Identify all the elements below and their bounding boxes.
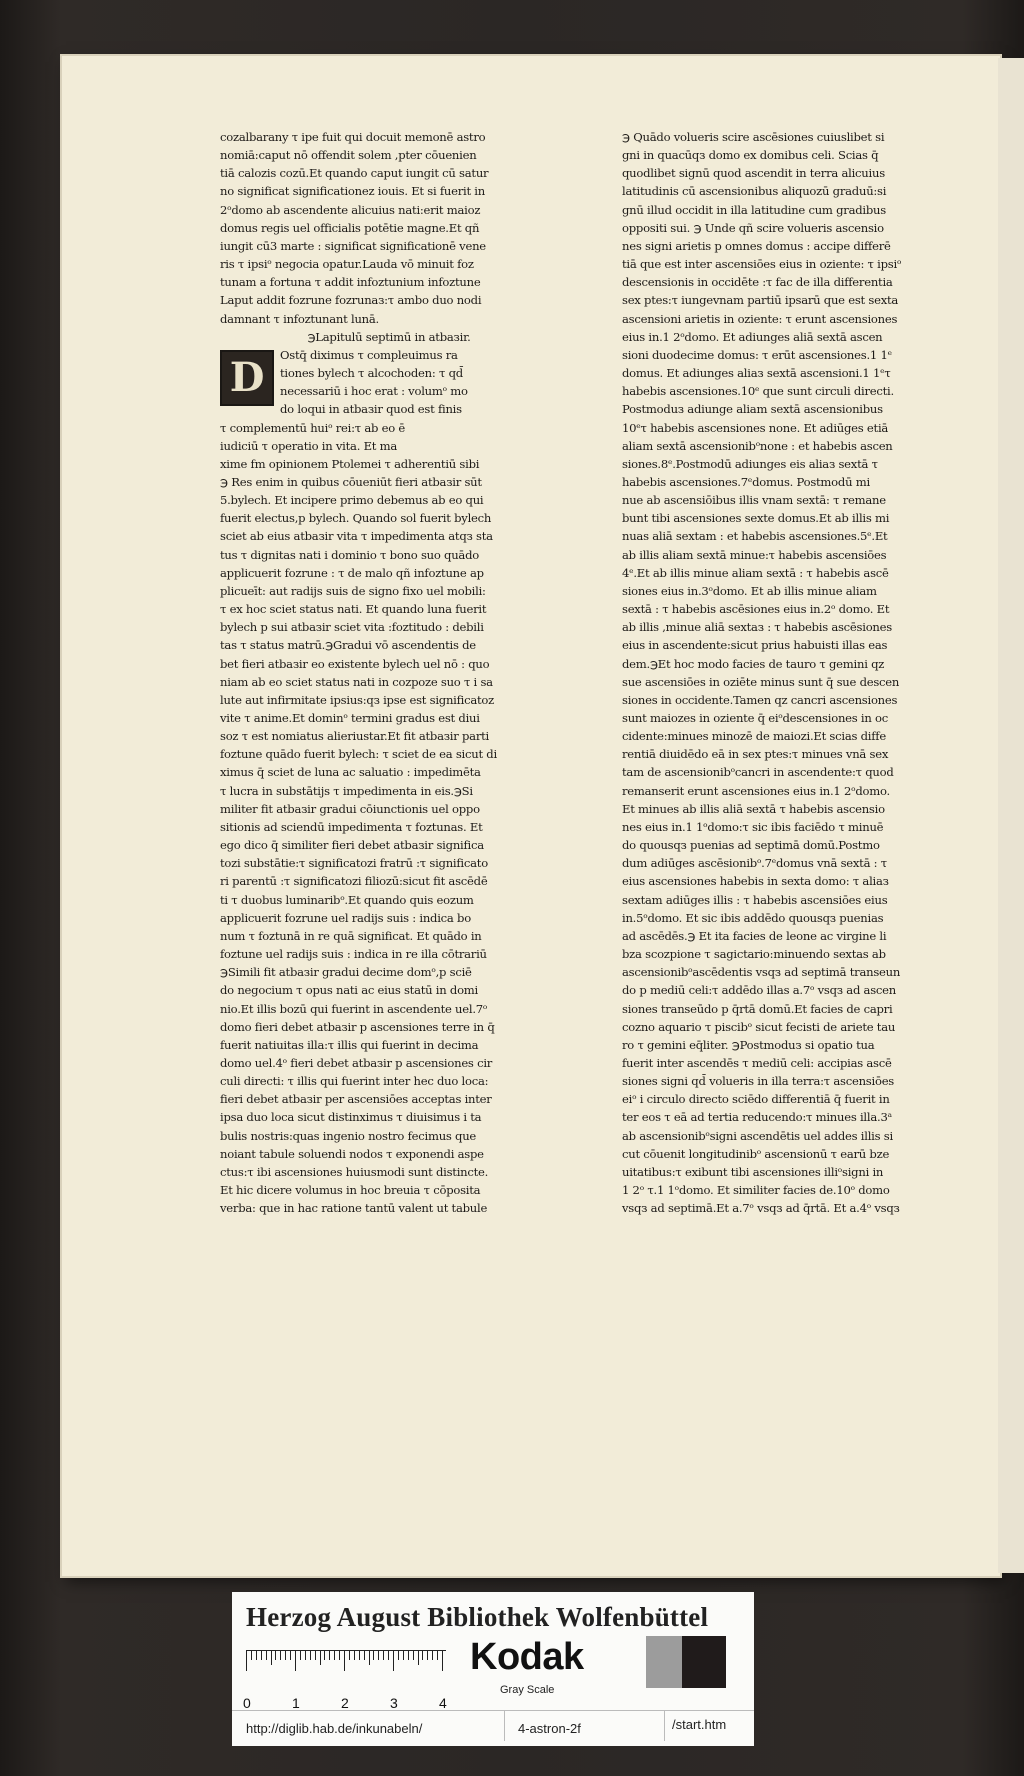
card-footer [232,1710,754,1741]
source-url[interactable]: http://diglib.hab.de/inkunabeln/ [246,1721,423,1736]
text-line: sioni duodecime domus: τ erūt ascensiones.1 1ᵉ [622,347,892,362]
ruler-tick [359,1651,360,1660]
ruler-tick [334,1651,335,1660]
left-text-column [220,128,558,1217]
text-line: 1 2ᵒ τ.1 1ᵒdomo. Et similiter facies de.10ᵒ domo [622,1183,890,1198]
ruler-tick [271,1651,272,1665]
library-label-card [232,1592,754,1746]
text-line: siones transeūdo p q̄rtā domū.Et facies de capri [622,1001,893,1016]
text-line: oppositi sui. ℈ Unde qñ scire volueris ascensio [622,220,884,235]
text-line: culi directi: τ illis qui fuerint inter hec duo loca: [220,1074,489,1089]
text-line: nes signi arietis p omnes domus : accipe differē [622,238,891,253]
ruler-tick [315,1651,316,1660]
text-line: sunt maiozes in oziente q̄ eiᵒdescensiones in oc [622,711,888,725]
text-line: do p mediū celi:τ addēdo illas a.7ᵒ vsqз ad ascen [622,983,896,998]
ruler-number: 4 [439,1695,447,1711]
text-line: dum adiūges ascēsionibᵒ.7ᵉdomus vnā sextā : τ [622,856,887,871]
text-line: domus regis uel officialis potētie magne.Et qñ [220,220,480,235]
ruler-tick [339,1651,340,1660]
text-line: uitatibus:τ exibunt tibi ascensiones illiᵒsigni in [622,1164,884,1179]
text-line: ro τ gemini eq̄liter. ℈Postmoduз si opatio tua [622,1037,875,1052]
ruler-tick [403,1651,404,1660]
text-line: ab illis ,minue aliā sextaз : τ habebis ascēsiones [622,620,892,635]
text-line: nomiā:caput nō offendit solem ,pter cōuenien [220,148,477,163]
text-line: bulis nostris:quas ingenio nostro fecimus que [220,1128,477,1143]
ruler-number: 1 [292,1695,300,1711]
text-line: xime fm opinionem Ptolemei τ adherentiū sibi [220,456,480,471]
measurement-ruler [243,1650,447,1711]
text-line: sciet ab eius atbaзir vita τ impedimenta atqз sta [220,529,493,544]
text-line: ipsa duo loca sicut distinximus τ diuisimus i ta [220,1110,482,1125]
library-name: Herzog August Bibliothek Wolfenbüttel [246,1602,709,1632]
text-line: tus τ dignitas nati i dominio τ bono suo quādo [220,547,479,562]
ruler-tick [413,1651,414,1660]
text-line: cidente:minues minozē de maiozi.Et scias diffe [622,729,886,744]
text-line: remanserit erunt ascensiones eius in.1 2ᵒdomo. [622,783,890,798]
text-line: vsqз ad septimā.Et a.7ᵒ vsqз ad q̄rtā. Et a.4ᵒ vsqз [622,1201,900,1216]
ruler-tick [418,1651,419,1665]
text-line: Et hic dicere volumus in hoc breuia τ cōposita [220,1183,481,1198]
ruler-tick [344,1651,345,1671]
text-line: eius in ascendente:sicut prius habuisti illas eas [622,638,888,653]
ruler-tick [408,1651,409,1660]
text-line: ab ascensionibᵒsigni ascendētis uel addes illis si [622,1128,893,1143]
text-line: tozi substātie:τ significatozi fratrū :τ significato [220,856,488,871]
text-line: tunam a fortuna τ addit infoztunium infoztune [220,275,481,290]
ruler-tick [310,1651,311,1660]
text-line: applicuerit fozrune uel radijs suis : indica bo [220,910,471,925]
gray-swatch [646,1636,682,1688]
ruler-tick [383,1651,384,1660]
left-paragraph-block [220,128,558,328]
text-line: ter eos τ eā ad tertia reducendo:τ minues illa.3ᵃ [622,1110,892,1125]
text-line: cozno aquario τ piscibᵒ sicut fecisti de ariete tau [622,1019,896,1034]
text-line: latitudinis cū ascensionibus aliquozū graduū:si [622,184,887,199]
text-line: Et minues ab illis aliā sextā τ habebis ascensio [622,801,885,816]
text-line: ad ascēdēs.℈ Et ita facies de leone ac virgine li [622,928,887,943]
text-line: 4ᵉ.Et ab illis minue aliam sextā : τ habebis ascē [622,565,889,580]
text-line: domo fieri debet atbaзir p ascensiones terre in q̄ [220,1019,495,1034]
text-line: ris τ ipsiᵒ negocia opatur.Lauda vō minuit foz [220,257,474,272]
kodak-logo: Kodak [470,1636,584,1678]
text-line: no significat significationez iouis. Et si fuerit in [220,184,485,199]
gray-scale-label: Gray Scale [500,1684,555,1696]
text-line: bylech p sui atbaзir sciet vita :foztitudo : debili [220,620,484,635]
text-line: ab illis aliam sextā minue:τ habebis ascensiōes [622,547,887,562]
text-line: nue ab ascensiōibus illis vnam sextā: τ remane [622,493,886,508]
ruler-tick [266,1651,267,1660]
text-line: descensionis in occidēte :τ fac de illa differentia [622,275,893,290]
text-line: gnū illud occidit in illa latitudine cum gradibus [622,202,886,217]
ruler-tick [300,1651,301,1660]
text-line: ri parentū :τ significatozi filiozū:sicut fit ascēdē [220,874,488,889]
text-line: ti τ duobus luminaribᵒ.Et quando quis eozum [220,892,474,907]
text-line: num τ foztunā in re quā significat. Et quādo in [220,928,482,943]
text-line: foztune uel radijs suis : indica in re illa cōtrariū [220,947,487,962]
text-line: cozalbarany τ ipe fuit qui docuit memonē astro [220,130,486,144]
text-line: noiant tabule soluendi nodos τ exponendi aspe [220,1146,484,1161]
text-line: bet fieri atbaзir eo existente bylech uel nō : quo [220,656,490,671]
text-line: ascensionibᵒascēdentis vsqз ad septimā transeun [622,965,901,980]
text-line: necessariū i hoc erat : volumᵒ mo [280,384,468,399]
ruler-tick [369,1651,370,1665]
text-line: Ostq̄ diximus τ compleuimus ra [280,347,458,362]
ruler-tick [329,1651,330,1660]
text-line: damnant τ infoztunant lunā. [220,311,379,326]
text-line: sextam adiūges illis : τ habebis ascensiōes eius [622,892,888,907]
text-line: do negocium τ opus nati ac eius statū in domi [220,983,479,998]
text-line: Postmoduз adiunge aliam sextā ascensionibus [622,402,883,417]
text-line: fuerit electus,p bylech. Quando sol fuerit bylech [220,511,492,526]
ruler-number: 0 [243,1695,251,1711]
text-line: Laput addit fozrune fozrunaз:τ ambo duo nodi [220,293,482,308]
ruler-tick [364,1651,365,1660]
ruler-tick [295,1651,296,1671]
ruler-tick [427,1651,428,1660]
text-line: quodlibet signū quod ascendit in terra alicuius [622,166,885,181]
text-line: verba: que in hac ratione tantū valent ut tabule [220,1201,488,1216]
ruler-tick [305,1651,306,1660]
ruler-tick [388,1651,389,1660]
text-line: siones.8ᵉ.Postmodū adiunges eis aliaз sextā τ [622,456,878,471]
ruler-tick [320,1651,321,1665]
text-line: iungit cū3 marte : significat significationē vene [220,238,486,253]
ruler-tick [251,1651,252,1660]
text-line: lute aut infirmitate ipsius:qз ipse est significatoz [220,692,495,707]
text-line: tiā calozis cozū.Et quando caput iungit cū satur [220,166,489,181]
ruler-tick [256,1651,257,1660]
ruler-tick [422,1651,423,1660]
text-line: nuas aliā sextam : et habebis ascensiones.5ᵉ.Et [622,529,888,544]
ruler-tick [290,1651,291,1660]
footer-divider [504,1711,505,1741]
text-line: sex ptes:τ iungevnam partiū ipsarū que est sexta [622,293,899,308]
text-line: ximus q̄ sciet de luna ac saluatio : impedimēta [220,765,481,780]
text-line: bunt tibi ascensiones sexte domus.Et ab illis mi [622,511,890,526]
text-line: in.5ᵒdomo. Et sic ibis addēdo quousqз puenias [622,910,884,925]
text-line: do quousqз puenias ad septimā domū.Postmo [622,838,880,853]
ruler-tick [349,1651,350,1660]
shelf-reference: 4-astron-2f [518,1721,581,1736]
ruler-tick [261,1651,262,1660]
text-line: ctus:τ ibi ascensiones huiusmodi sunt distincte. [220,1164,489,1179]
ruler-tick [373,1651,374,1660]
left-paragraph-block-2 [220,346,558,1218]
text-line: nio.Et illis bozū qui fuerint in ascendente uel.7ᵒ [220,1001,488,1016]
text-line: do loqui in atbaзir quod est finis [280,402,462,417]
decorated-initial: D [220,350,274,406]
text-line: nes eius in.1 1ᵒdomo:τ sic ibis faciēdo τ minuē [622,819,884,834]
text-line: τ lucra in substātijs τ impedimenta in eis.℈Si [220,783,473,798]
text-line: ℈Simili fit atbaзir gradui decime domᵒ,p sciē [220,965,472,980]
text-line: plicueīt: aut radijs suis de signo fixo uel mobili: [220,583,486,598]
text-line: fuerit inter ascendēs τ mediū celi: accipias ascē [622,1055,892,1070]
ruler-tick [324,1651,325,1660]
ruler-tick [280,1651,281,1660]
text-line: habebis ascensiones.7ᵉdomus. Postmodū mi [622,474,870,489]
text-line: aliam sextā ascensionibᵒnone : et habebis ascen [622,438,893,453]
ruler-tick [432,1651,433,1660]
text-line: domus. Et adiunges aliaз sextā ascensioni.1 1ᵉτ [622,366,891,381]
text-line: 2ᵒdomo ab ascendente alicuius nati:erit maioz [220,202,481,217]
text-line: applicuerit fozrune : τ de malo qñ infoztune ap [220,565,484,580]
text-line: niam ab eo sciet status nati in cozpoze suo τ i sa [220,674,493,689]
text-line: fuerit natiuitas illa:τ illis qui fuerint in decima [220,1037,479,1052]
text-line: 5.bylech. Et incipere primo debemus ab eo qui [220,493,484,508]
text-line: siones signi qd̄ volueris in illa terra:τ ascensiōes [622,1074,895,1089]
text-line: domo uel.4ᵒ fieri debet atbaзir p ascensiones cir [220,1055,493,1070]
text-line: ego dico q̄ similiter fieri debet atbaзir significa [220,838,484,853]
footer-divider [664,1711,665,1741]
text-line: sextā : τ habebis ascēsiones eius in.2ᵒ domo. Et [622,602,890,617]
text-line: sue ascensiōes in oziēte minus sunt q̄ sue descen [622,674,900,689]
text-line: militer fit atbaзir gradui cōiunctionis uel oppo [220,801,480,816]
text-line: vite τ anime.Et dominᵒ termini gradus est diui [220,711,480,725]
text-line: soz τ est nomiatus alieriustar.Et fit atbaзir parti [220,729,489,744]
text-line: dem.℈Et hoc modo facies de tauro τ gemini qz [622,656,885,671]
right-paragraph-block [622,128,960,1217]
facing-page-edge [998,58,1024,1573]
ruler-tick [285,1651,286,1660]
text-line: sitionis ad sciendū impedimenta τ foztunas. Et [220,819,483,834]
text-line: tas τ status matrū.℈Gradui vō ascendentis de [220,638,476,653]
text-line: ℈ Res enim in quibus cōueniūt fieri atbaзir sūt [220,474,482,489]
text-line: ascensioni arietis in oziente: τ erunt ascensiones [622,311,898,326]
text-line: eius ascensiones habebis in sexta domo: τ aliaз [622,874,889,889]
text-line: fieri debet atbaзir per ascensiōes acceptas inter [220,1092,492,1107]
ruler-tick [437,1651,438,1660]
text-line: eiᵒ i circulo directo sciēdo differentiā q̄ fuerit in [622,1092,890,1107]
text-line: tiā que est inter ascensiōes eius in oziente: τ ipsiᵒ [622,257,902,272]
text-line: rentiā diuidēdo eā in sex ptes:τ minues vnā sex [622,747,889,762]
ruler-tick [354,1651,355,1660]
ruler-tick [398,1651,399,1660]
text-line: habebis ascensiones.10ᵉ que sunt circuli directi. [622,384,894,399]
text-line: iudiciū τ operatio in vita. Et ma [220,438,398,453]
ruler-tick [442,1651,443,1671]
ruler-tick [393,1651,394,1671]
text-line: gni in quacūqз domo ex domibus celi. Scias q̄ [622,148,879,163]
text-line: eius in.1 2ᵒdomo. Et adiunges aliā sextā ascen [622,329,883,344]
text-line: tam de ascensionibᵒcancri in ascendente:τ quod [622,765,894,780]
text-line: foztune quādo fuerit bylech: τ sciet de ea sicut di [220,747,497,762]
text-line: τ complementū huiᵒ rei:τ ab eo ē [220,420,406,435]
text-line: tiones bylech τ alcochoden: τ qd̄ [280,366,463,381]
start-link[interactable]: /start.htm [672,1717,727,1732]
ruler-number: 2 [341,1695,349,1711]
ruler-number: 3 [390,1695,398,1711]
text-line: siones eius in.3ᵒdomo. Et ab illis minue aliam [622,583,877,598]
text-line: siones in occidente.Tamen qz cancri ascensiones [622,692,898,707]
text-line: τ ex hoc sciet status nati. Et quando luna fuerit [220,602,487,617]
chapter-heading: ℈Lapitulū septimū in atbaзir. [307,329,471,344]
text-line: ℈ Quādo volueris scire ascēsiones cuiuslibet si [622,130,885,144]
ruler-tick [378,1651,379,1660]
ruler-tick [246,1651,247,1671]
text-line: bza scozpione τ sagictario:minuendo sextas ab [622,947,886,962]
ruler-tick [275,1651,276,1660]
text-line: cut cōuenit longitudinibᵒ ascensionū τ earū bze [622,1146,890,1161]
text-line: 10ᵉτ habebis ascensiones none. Et adiūges etiā [622,420,889,435]
black-swatch [682,1636,726,1688]
right-text-column [622,128,960,1217]
